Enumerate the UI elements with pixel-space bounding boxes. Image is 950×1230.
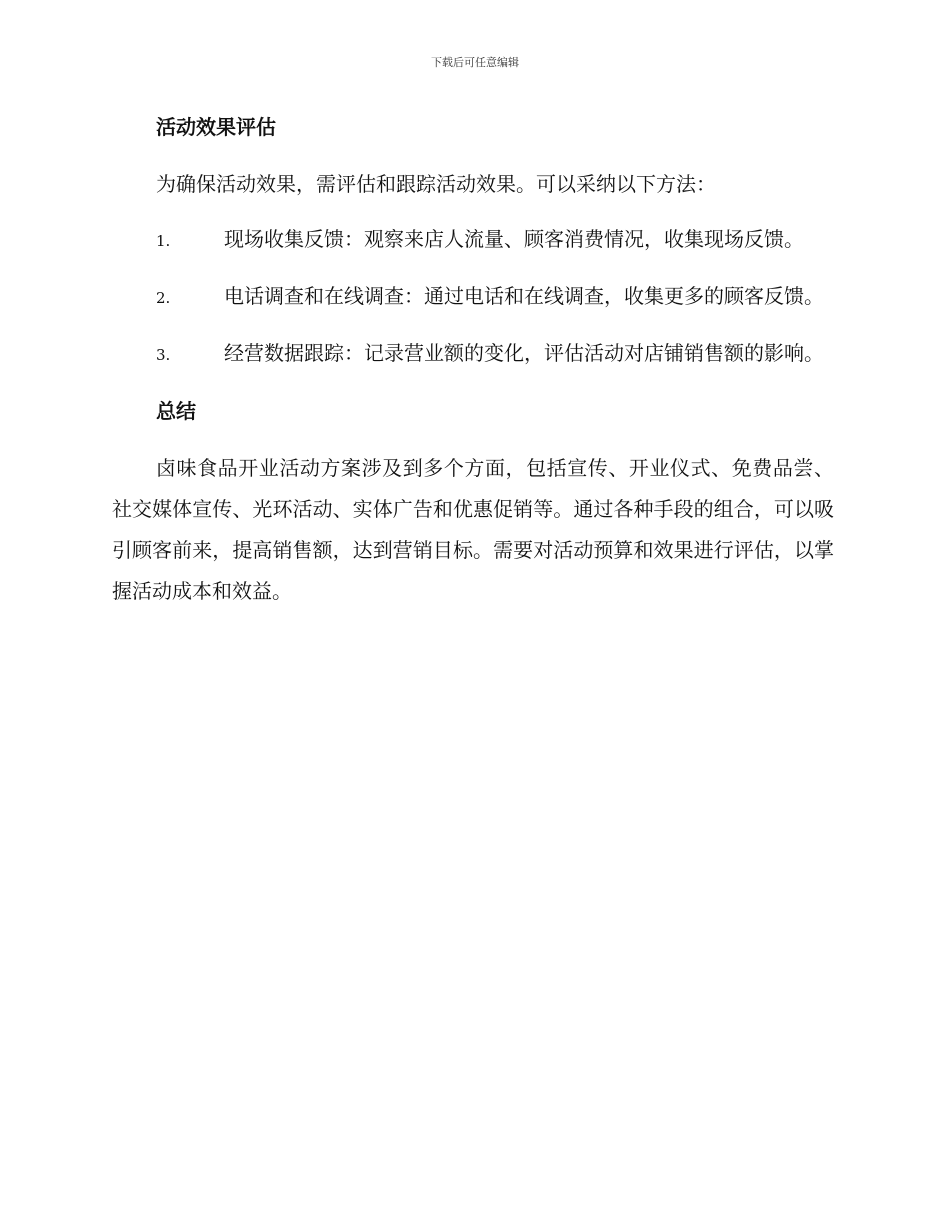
list-item: [112, 333, 834, 376]
list-item-number: 3.: [156, 346, 171, 364]
section-heading-evaluation: 活动效果评估: [156, 115, 276, 139]
list-item-number: 1.: [156, 232, 171, 250]
list-item-text: 电话调查和在线调查：通过电话和在线调查，收集更多的顾客反馈。: [224, 284, 824, 308]
list-item: [112, 276, 834, 319]
summary-body: 卤味食品开业活动方案涉及到多个方面，包括宣传、开业仪式、免费品尝、社交媒体宣传、光环活动、实体广告和优惠促销等。通过各种手段的组合，可以吸引顾客前来，提高销售额，达到营销目标。需要对活动预算和效果进行评估，以掌握活动成本和效益。: [112, 456, 834, 603]
evaluation-intro: 为确保活动效果，需评估和跟踪活动效果。可以采纳以下方法：: [156, 172, 716, 196]
document-body: [112, 110, 834, 626]
list-item: [112, 219, 834, 262]
list-item-text: 经营数据跟踪：记录营业额的变化，评估活动对店铺销售额的影响。: [224, 341, 824, 365]
section-heading-summary: 总结: [156, 399, 196, 423]
header-note: 下载后可任意编辑: [431, 56, 519, 69]
list-item-number: 2.: [156, 289, 171, 307]
list-item-text: 现场收集反馈：观察来店人流量、顾客消费情况，收集现场反馈。: [224, 227, 804, 251]
